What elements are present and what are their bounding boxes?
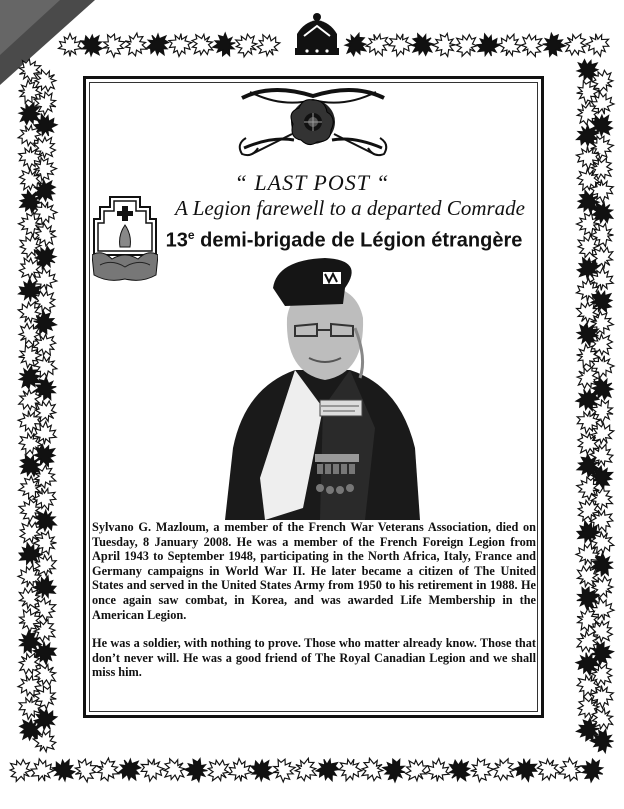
last-post-title: “ LAST POST “ bbox=[234, 170, 390, 195]
maple-leaf-icon bbox=[246, 754, 278, 786]
maple-leaf-icon bbox=[253, 30, 284, 61]
obituary-paragraph-1: Sylvano G. Mazloum, a member of the French War Veterans Association, died on Tuesday, 8 January 2008. He was a member of the French Foreign Legion from April 1943 to September 1948, participating in the North Africa, Italy, France and Germany campaigns in World War II. He later became a citizen of The United States and served in the United States Army from 1950 to his retirement in 1988. He once again saw combat, in Korea, and was awarded Life Membership in the American Legion. bbox=[92, 520, 536, 622]
maple-leaf-icon bbox=[386, 31, 414, 59]
maple-leaf-icon bbox=[577, 755, 607, 785]
maple-leaf-icon bbox=[474, 31, 503, 60]
obituary-paragraph-2: He was a soldier, with nothing to prove. Those who matter already know. Those that don’t never will. He was a good friend of The Royal Canadian Legion and we shall miss him. bbox=[92, 636, 536, 680]
maple-leaf-icon bbox=[28, 756, 56, 784]
maple-leaf-icon bbox=[121, 30, 151, 60]
unit-superscript: e bbox=[187, 228, 195, 242]
maple-leaf-icon bbox=[555, 755, 584, 784]
maple-leaf-icon bbox=[584, 31, 611, 58]
farewell-subtitle: A Legion farewell to a departed Comrade bbox=[175, 196, 525, 220]
maple-leaf-icon bbox=[426, 758, 451, 783]
poppy-icon bbox=[232, 78, 394, 164]
maple-leaf-icon bbox=[139, 757, 166, 784]
maple-leaf-icon bbox=[512, 756, 539, 783]
maple-leaf-icon bbox=[184, 758, 208, 782]
maple-leaf-icon bbox=[76, 29, 108, 61]
maple-leaf-icon bbox=[93, 755, 122, 784]
maple-leaf-icon bbox=[380, 756, 407, 783]
unit-insignia-icon bbox=[92, 195, 158, 283]
crown-icon bbox=[292, 12, 342, 56]
obituary-text bbox=[92, 520, 536, 694]
maple-leaf-icon bbox=[71, 755, 101, 785]
unit-name: demi-brigade de Légion étrangère bbox=[194, 229, 523, 252]
maple-leaf-icon bbox=[516, 29, 548, 61]
maple-leaf-icon bbox=[228, 758, 253, 783]
unit-number: 13 bbox=[165, 229, 188, 252]
maple-leaf-icon bbox=[270, 756, 298, 784]
maple-leaf-icon bbox=[142, 29, 174, 61]
maple-leaf-icon bbox=[114, 754, 145, 785]
maple-leaf-icon bbox=[400, 754, 432, 786]
maple-leaf-icon bbox=[470, 758, 495, 783]
maple-leaf-icon bbox=[532, 754, 563, 785]
maple-leaf-icon bbox=[231, 30, 262, 61]
veteran-portrait-photo bbox=[225, 258, 420, 520]
maple-leaf-icon bbox=[211, 32, 238, 59]
maple-leaf-icon bbox=[100, 31, 128, 59]
maple-leaf-icon bbox=[432, 33, 455, 56]
maple-leaf-icon bbox=[168, 33, 193, 58]
unit-heading bbox=[164, 228, 524, 253]
maple-leaf-icon bbox=[335, 755, 364, 784]
maple-leaf-icon bbox=[542, 33, 567, 58]
maple-leaf-icon bbox=[59, 34, 82, 57]
maple-leaf-icon bbox=[363, 30, 393, 60]
maple-leaf-icon bbox=[186, 29, 218, 61]
